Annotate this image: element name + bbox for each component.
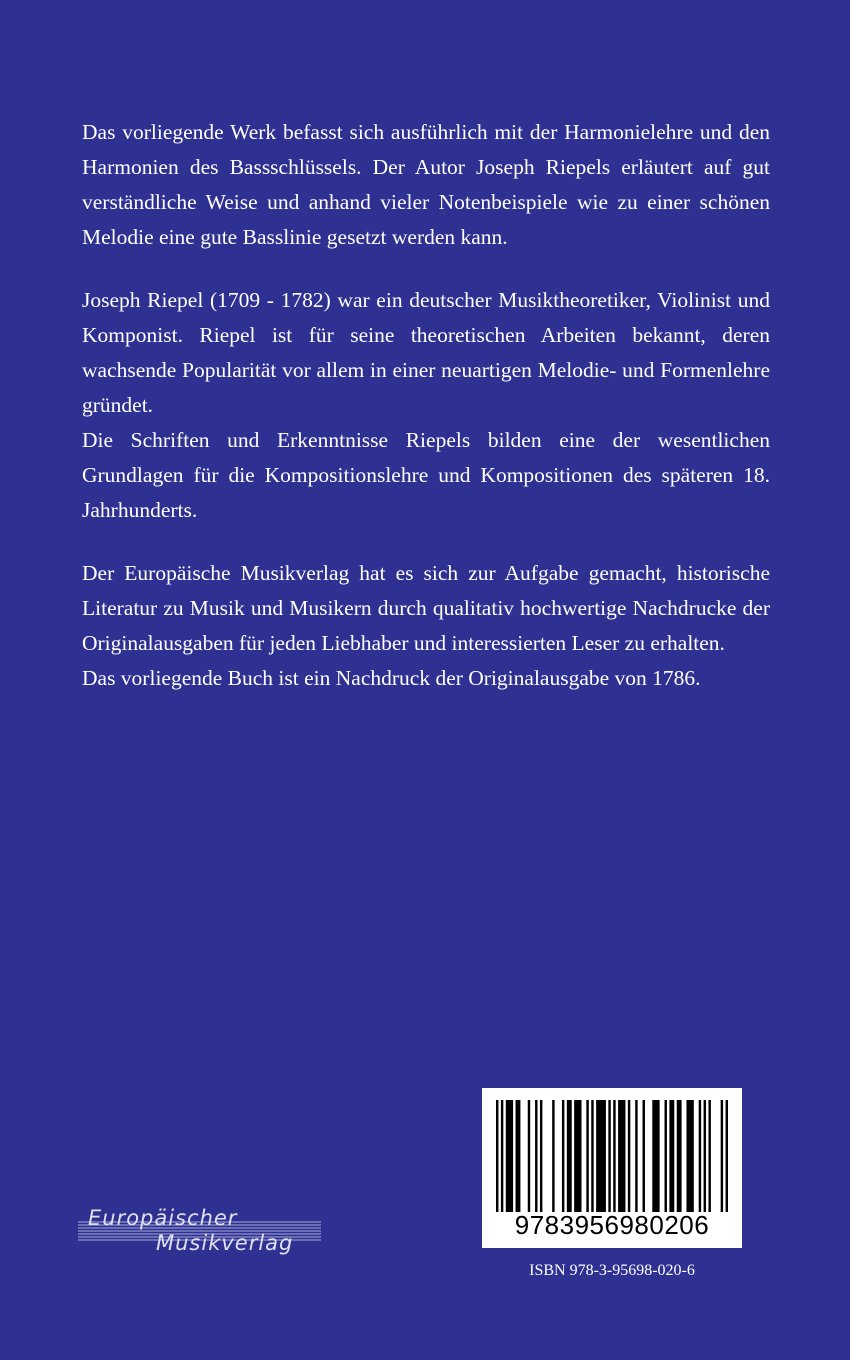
barcode-bar	[699, 1100, 701, 1212]
barcode-bar	[501, 1100, 503, 1212]
barcode-bar	[596, 1100, 606, 1212]
barcode-bar	[528, 1100, 530, 1212]
barcode-bar	[516, 1100, 521, 1212]
barcode	[482, 1088, 742, 1248]
barcode-bar	[552, 1100, 554, 1212]
barcode-bar	[628, 1100, 630, 1212]
barcode-bar	[613, 1100, 615, 1212]
barcode-bar	[567, 1100, 572, 1212]
barcode-bar	[665, 1100, 667, 1212]
barcode-bar	[726, 1100, 728, 1212]
barcode-bar	[506, 1100, 513, 1212]
barcode-bar	[708, 1100, 710, 1212]
barcode-bar	[721, 1100, 723, 1212]
paragraph-reprint-note: Das vorliegende Buch ist ein Nachdruck der Originalausgabe von 1786.	[82, 666, 701, 690]
barcode-bar	[686, 1100, 693, 1212]
logo-text-line-1: Europäischer	[88, 1206, 238, 1230]
barcode-digits: 9783956980206	[514, 1210, 710, 1240]
blurb-text	[82, 115, 770, 696]
barcode-bar	[591, 1100, 593, 1212]
barcode-bar	[586, 1100, 588, 1212]
barcode-bar	[643, 1100, 645, 1212]
logo-text-line-2: Musikverlag	[156, 1231, 294, 1255]
barcode-bar	[540, 1100, 542, 1212]
isbn-label: ISBN 978-3-95698-020-6	[529, 1262, 695, 1279]
barcode-bar	[574, 1100, 581, 1212]
paragraph-author-bio: Joseph Riepel (1709 - 1782) war ein deutscher Musiktheoretiker, Violinist und Komponist. Riepel ist für seine theoretischen Arbeiten bekannt, deren wachsende Popularität vor allem in einer neuartigen Melodie- und Formenlehre gründet.	[82, 288, 770, 417]
barcode-bar	[669, 1100, 674, 1212]
barcode-bar	[635, 1100, 637, 1212]
barcode-bar	[652, 1100, 659, 1212]
barcode-bar	[677, 1100, 682, 1212]
barcode-bar	[535, 1100, 537, 1212]
barcode-bar	[618, 1100, 625, 1212]
paragraph-author-legacy: Die Schriften und Erkenntnisse Riepels bilden eine der wesentlichen Grundlagen für die Kompositionslehre und Kompositionen des späteren 18. Jahrhunderts.	[82, 428, 770, 522]
barcode-bars-icon	[496, 1100, 728, 1212]
barcode-bar	[562, 1100, 564, 1212]
publisher-logo	[76, 1200, 336, 1270]
barcode-bar	[496, 1100, 498, 1212]
paragraph-publisher-mission: Der Europäische Musikverlag hat es sich zur Aufgabe gemacht, historische Literatur zu Musik und Musikern durch qualitativ hochwertige Nachdrucke der Originalausgaben für jeden Liebhaber und interessierten Leser zu erhalten.	[82, 561, 770, 655]
barcode-bar	[704, 1100, 706, 1212]
barcode-bar	[608, 1100, 610, 1212]
paragraph-work-description: Das vorliegende Werk befasst sich ausführlich mit der Harmonielehre und den Harmonien des Bassschlüssels. Der Autor Joseph Riepels erläutert auf gut verständliche Weise und anhand vieler Notenbeispiele wie zu einer schönen Melodie eine gute Basslinie gesetzt werden kann.	[82, 120, 770, 249]
